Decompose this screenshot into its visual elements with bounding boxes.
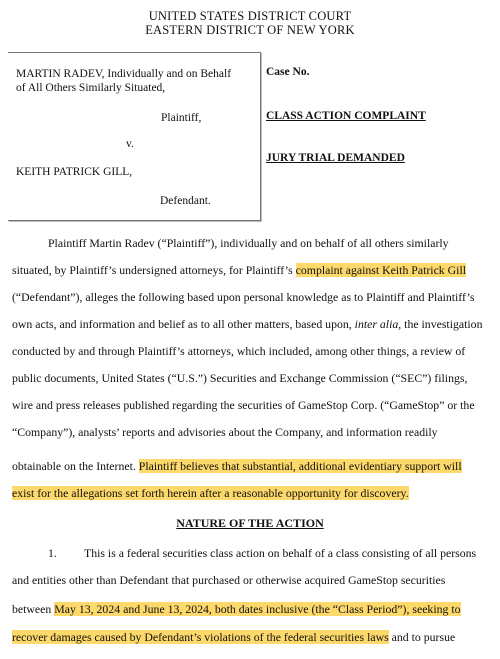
court-name: UNITED STATES DISTRICT COURT — [148, 9, 352, 23]
intro-line-3: (“Defendant”), alleges the following based upon personal knowledge as to Plaintiff and Plaintiff’s — [12, 290, 475, 304]
case-number-label: Case No. — [266, 66, 310, 78]
highlight: exist for the allegations set forth herein after a reasonable opportunity for discovery. — [12, 486, 409, 500]
para1-line-2: and entities other than Defendant that purchased or otherwise acquired GameStop securities — [12, 573, 446, 587]
para1-line-1: This is a federal securities class action on behalf of a class consisting of all persons — [84, 546, 477, 560]
plaintiff-name — [16, 67, 231, 95]
highlight: May 13, 2024 and June 13, 2024, both dates inclusive (the “Class Period”), seeking to — [54, 602, 461, 616]
intro-line-8: “Company”), analysts’ reports and advisories about the Company, and information readily — [12, 425, 438, 439]
court-district: EASTERN DISTRICT OF NEW YORK — [145, 23, 355, 37]
highlight: Plaintiff believes that substantial, additional evidentiary support will — [138, 459, 462, 473]
highlight: recover damages caused by Defendant’s violations of the federal securities laws — [12, 630, 389, 644]
intro-line-10 — [12, 486, 409, 501]
jury-demand-title: JURY TRIAL DEMANDED — [266, 152, 405, 164]
section-heading: NATURE OF THE ACTION — [176, 516, 324, 530]
intro-line-7: wire and press releases published regarding the securities of GameStop Corp. (“GameStop” or the — [12, 398, 475, 412]
intro-line-2: situated, by Plaintiff’s undersigned attorneys, for Plaintiff’s complaint against Keith Patrick Gill — [12, 263, 467, 277]
intro-line-4: own acts, and information and belief as to all other matters, based upon, inter alia, the investigation — [12, 317, 483, 331]
intro-line-1: Plaintiff Martin Radev (“Plaintiff”), individually and on behalf of all others similarly — [48, 236, 449, 250]
defendant-name: KEITH PATRICK GILL, — [16, 166, 133, 178]
complaint-title: CLASS ACTION COMPLAINT — [266, 110, 426, 122]
intro-line-5: conducted by and through Plaintiff’s attorneys, which included, among other things, a review of — [12, 344, 466, 358]
plaintiff-name-line1: MARTIN RADEV, Individually and on Behalf — [16, 68, 232, 80]
para1-line-4: recover damages caused by Defendant’s violations of the federal securities laws and to pursue — [12, 630, 456, 644]
intro-line-6: public documents, United States (“U.S.”) Securities and Exchange Commission (“SEC”) filings, — [12, 371, 468, 385]
intro-line-9: obtainable on the Internet. Plaintiff believes that substantial, additional evidentiary support will — [12, 459, 462, 473]
plaintiff-role: Plaintiff, — [161, 112, 202, 124]
para1-number: 1. — [48, 546, 57, 560]
highlight: complaint against Keith Patrick Gill — [295, 263, 467, 277]
versus-label: v. — [126, 138, 134, 150]
para1-line-3: between May 13, 2024 and June 13, 2024, both dates inclusive (the “Class Period”), seeking to — [12, 602, 461, 616]
defendant-role: Defendant. — [160, 195, 211, 207]
plaintiff-name-line2: of All Others Similarly Situated, — [16, 82, 166, 94]
